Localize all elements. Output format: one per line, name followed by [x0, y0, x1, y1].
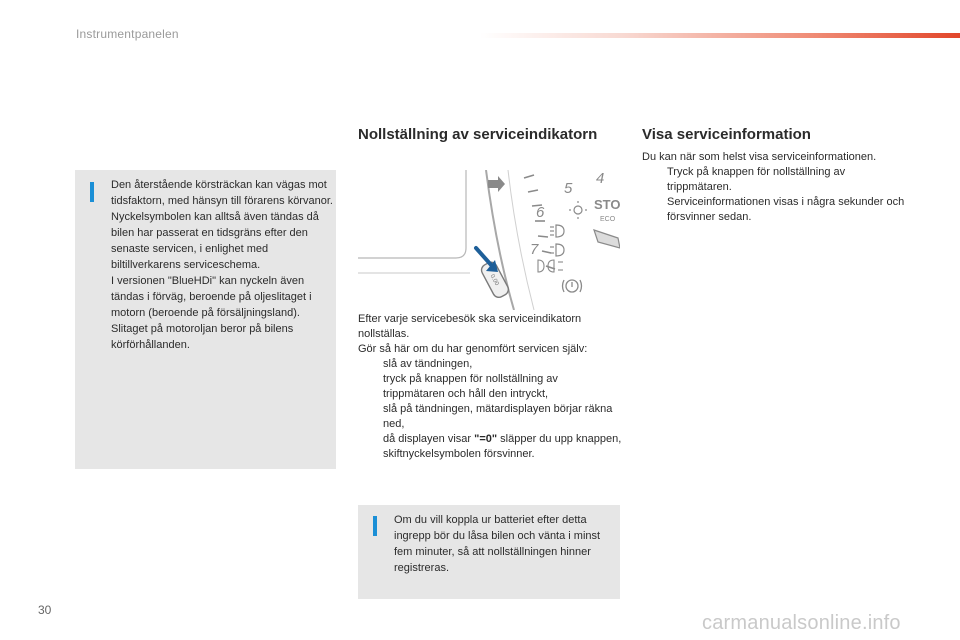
gauge-number-4: 4: [596, 170, 605, 187]
left-note-text: [111, 177, 333, 353]
watermark: carmanualsonline.info: [702, 612, 901, 634]
gauge-number-5: 5: [564, 180, 573, 197]
gauge-label-sto: STO: [594, 197, 620, 212]
service-info-title: Visa serviceinformation: [642, 126, 811, 143]
reset-step-3: slå på tändningen, mätardisplayen börjar räkna ned,: [383, 403, 613, 430]
info-icon: [90, 182, 94, 202]
reset-intro: Efter varje servicebesök ska serviceindikatorn nollställas.: [358, 313, 582, 340]
service-info-intro: Du kan när som helst visa serviceinformationen.: [642, 151, 877, 163]
service-info-result: Serviceinformationen visas i några sekunder och försvinner sedan.: [667, 196, 905, 223]
reset-step-2: tryck på knappen för nollställning av trippmätaren och håll den intryckt,: [383, 373, 558, 400]
bottom-note-text: Om du vill koppla ur batteriet efter detta ingrepp bör du låsa bilen och vänta i minst fem minuter, så att nollställningen hinner registreras.: [394, 514, 601, 574]
left-info-note: [75, 170, 336, 469]
bottom-info-note: [358, 505, 620, 599]
left-note-paragraph-1: Den återstående körsträckan kan vägas mot tidsfaktorn, med hänsyn till förarens körvanor.: [111, 179, 333, 207]
page-header-title: Instrumentpanelen: [76, 27, 179, 41]
left-note-paragraph-3: I versionen "BlueHDi" kan nyckeln även tändas i förväg, beroende på oljeslitaget i motorn (beroende på försäljningsland). Slitaget på motoroljan beror på bilens körförhållanden.: [111, 275, 312, 351]
reset-step-4: då displayen visar "=0" släpper du upp knappen, skiftnyckelsymbolen försvinner.: [383, 433, 622, 460]
trip-reset-button-label: 0.00: [488, 273, 500, 287]
reset-section-title: Nollställning av serviceindikatorn: [358, 126, 598, 143]
instrument-cluster-illustration: [358, 170, 620, 310]
left-note-paragraph-2: Nyckelsymbolen kan alltså även tändas då bilen har passerat en tidsgräns efter den senaste servicen, i enlighet med biltillverkarens serviceschema.: [111, 211, 319, 271]
service-info-text: [642, 150, 906, 225]
header-accent-bar: [480, 33, 960, 38]
page-number: 30: [38, 603, 52, 617]
reset-instructions: [358, 312, 622, 462]
info-icon: [373, 516, 377, 536]
reset-step-1: slå av tändningen,: [383, 358, 473, 370]
service-info-step: Tryck på knappen för nollställning av trippmätaren.: [667, 166, 846, 193]
gauge-number-7: 7: [530, 241, 539, 258]
gauge-label-eco: ECO: [600, 216, 616, 223]
display-value: "=0": [474, 433, 498, 445]
reset-lead: Gör så här om du har genomfört servicen själv:: [358, 343, 588, 355]
gauge-number-6: 6: [536, 204, 545, 221]
